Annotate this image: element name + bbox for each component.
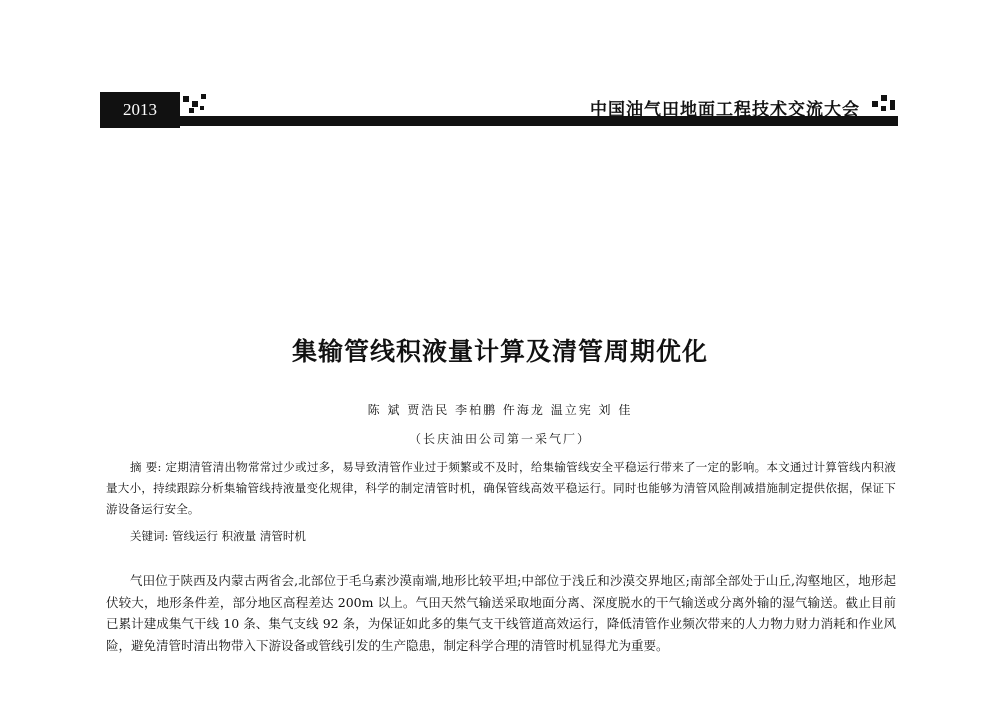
paper-title: 集输管线积液量计算及清管周期优化 xyxy=(291,337,708,366)
abstract-text: 定期清管清出物常常过少或过多，易导致清管作业过于频繁或不及时，给集输管线安全平稳运行带来了一定的影响。本文通过计算管线内积液量大小，持续跟踪分析集输管线持液量变化规律，科学的制定清管时机，确保管线高效平稳运行。同时也能够为清管风险削减措施制定提供依据，保证下游设备运行安全。 xyxy=(106,460,896,516)
abstract xyxy=(106,457,896,520)
year-label: 2013 xyxy=(100,92,180,128)
abstract-label: 摘 要: xyxy=(130,460,162,474)
keywords-label: 关键词: xyxy=(130,529,169,543)
keywords xyxy=(130,528,306,544)
keywords-text: 管线运行 积液量 清管时机 xyxy=(172,529,306,543)
page-header xyxy=(100,92,900,128)
paper-affiliation: （长庆油田公司第一采气厂） xyxy=(408,432,591,446)
body-paragraph: 气田位于陕西及内蒙古两省会,北部位于毛乌素沙漠南端,地形比较平坦;中部位于浅丘和沙漠交界地区;南部全部处于山丘,沟壑地区，地形起伏较大，地形条件差，部分地区高程差达 200m 以上。气田天然气输送采取地面分离、深度脱水的干气输送或分离外输的湿气输送。截止目前已累计建成集气干线 10 条、集气支线 92 条，为保证如此多的集气支干线管道高效运行，降低清管作业频次带来的人力物力财力消耗和作业风险，避免清管时清出物带入下游设备或管线引发的生产隐患，制定科学合理的清管时机显得尤为重要。 xyxy=(106,573,896,653)
conference-title: 中国油气田地面工程技术交流大会 xyxy=(590,100,860,120)
paper-authors: 陈 斌 贾浩民 李柏鹏 仵海龙 温立宪 刘 佳 xyxy=(367,403,633,417)
